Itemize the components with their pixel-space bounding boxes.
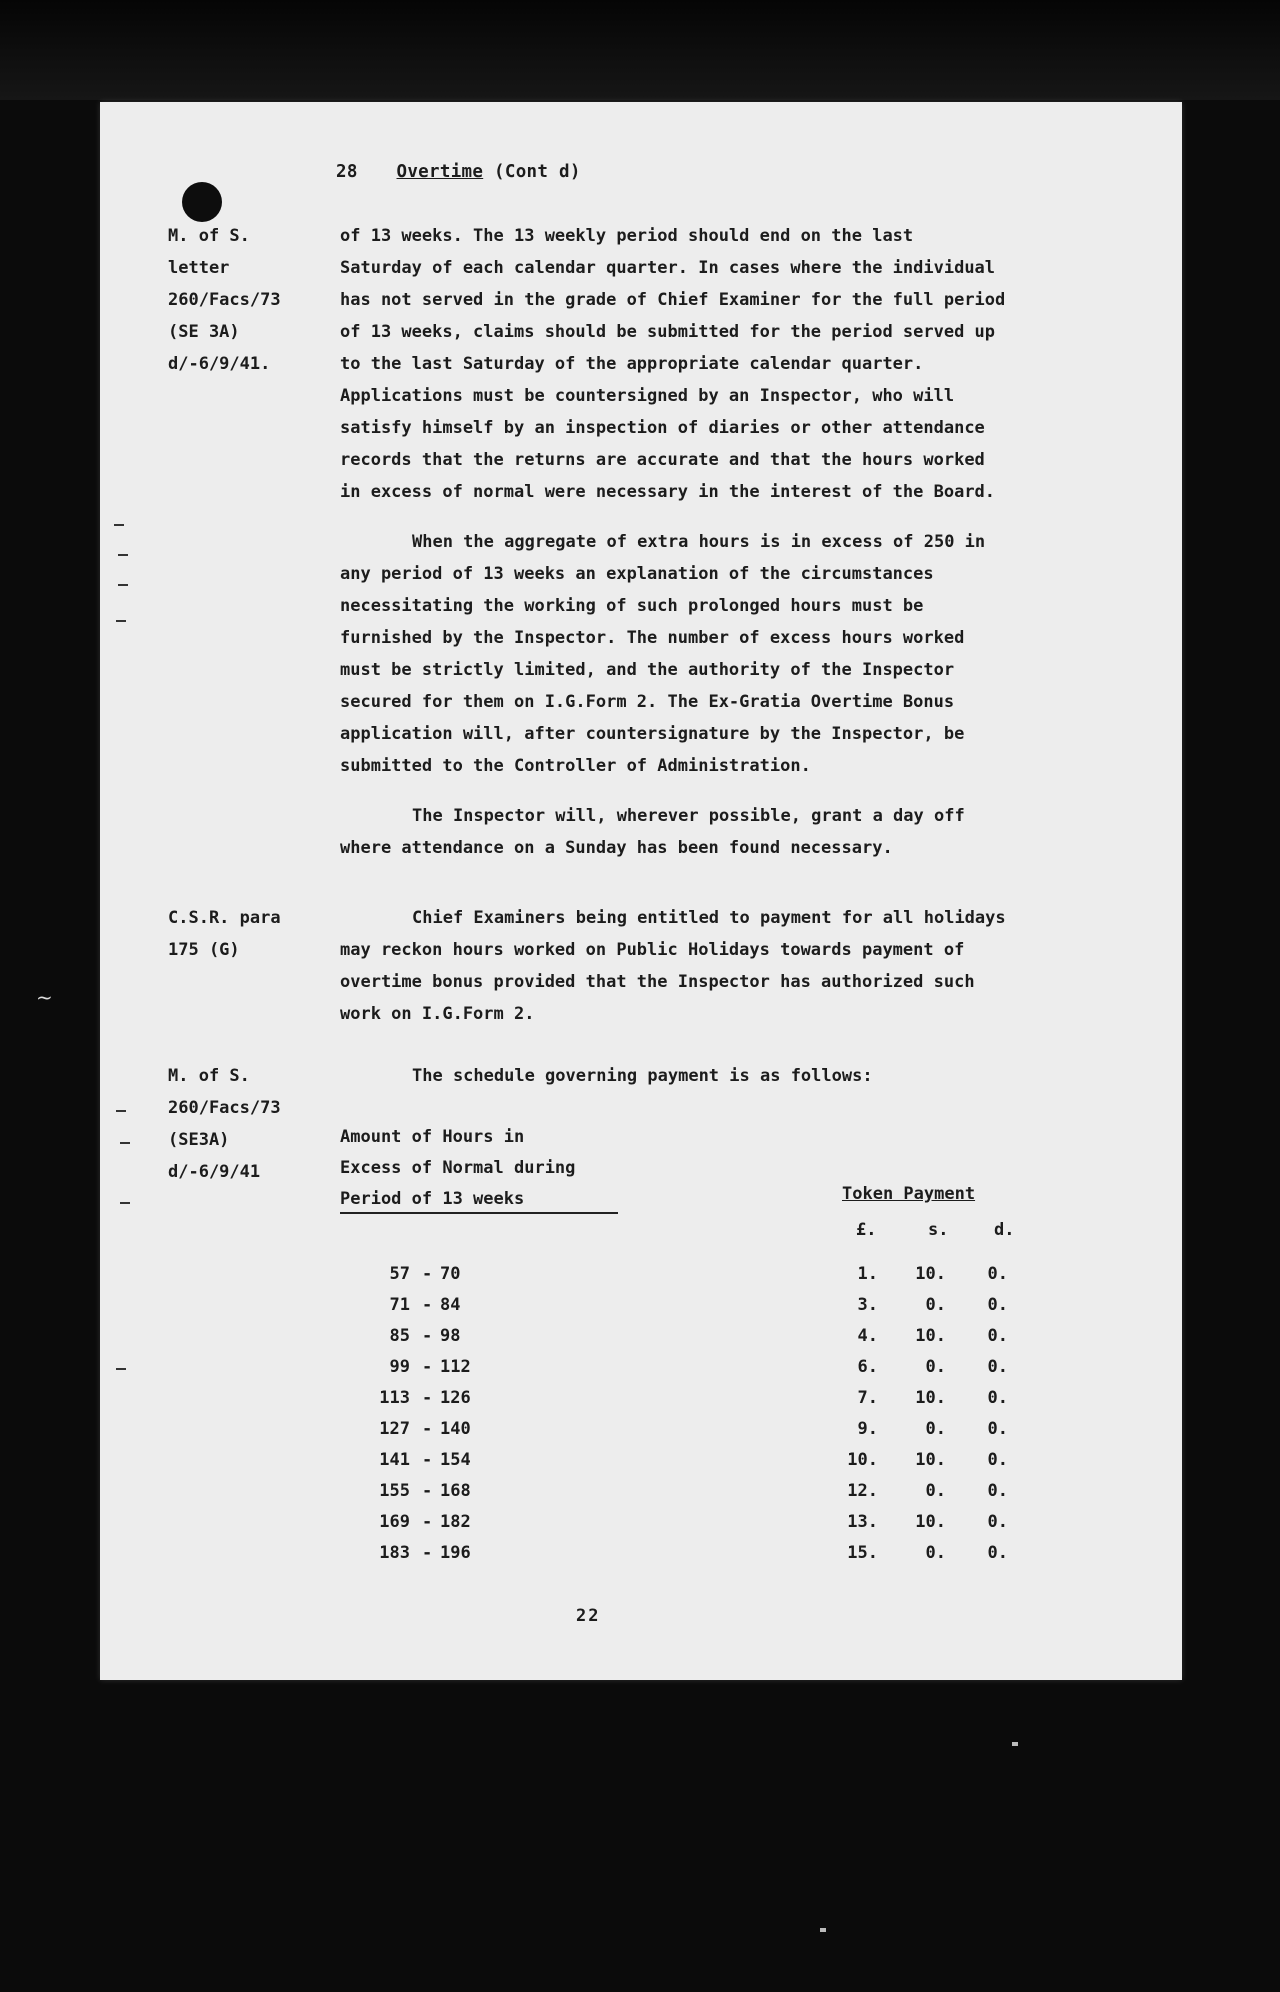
text-line: secured for them on I.G.Form 2. The Ex-Gratia Overtime Bonus bbox=[340, 692, 955, 712]
document-page bbox=[100, 102, 1182, 1680]
text-line: Applications must be countersigned by an Inspector, who will bbox=[340, 386, 955, 406]
schedule-row-payment bbox=[830, 1326, 1030, 1357]
hours-from: 183 bbox=[379, 1543, 410, 1563]
pounds-value: 9. bbox=[857, 1419, 878, 1439]
shillings-value: 0. bbox=[925, 1419, 946, 1439]
pence-value: 0. bbox=[987, 1481, 1008, 1501]
text-line: in excess of normal were necessary in the interest of the Board. bbox=[340, 482, 996, 502]
margin-line: C.S.R. para bbox=[168, 908, 281, 928]
range-dash: - bbox=[422, 1357, 433, 1377]
hours-to: 140 bbox=[440, 1419, 471, 1439]
pence-value: 0. bbox=[987, 1295, 1008, 1315]
margin-note-2 bbox=[168, 902, 281, 966]
text-line: Chief Examiners being entitled to payment for all holidays bbox=[412, 908, 1006, 928]
hours-to: 168 bbox=[440, 1481, 471, 1501]
shillings-value: 10. bbox=[915, 1264, 946, 1284]
margin-line: 175 (G) bbox=[168, 940, 240, 960]
text-line: of 13 weeks, claims should be submitted for the period served up bbox=[340, 322, 996, 342]
scan-speck bbox=[1012, 1742, 1018, 1746]
hours-to: 126 bbox=[440, 1388, 471, 1408]
pounds-value: 10. bbox=[847, 1450, 878, 1470]
schedule-row-payment bbox=[830, 1388, 1030, 1419]
hours-from: 113 bbox=[379, 1388, 410, 1408]
margin-line: d/-6/9/41 bbox=[168, 1162, 261, 1182]
shillings-value: 10. bbox=[915, 1388, 946, 1408]
schedule-row-payment bbox=[830, 1512, 1030, 1543]
text-line: The schedule governing payment is as follows: bbox=[412, 1066, 873, 1086]
text-line: any period of 13 weeks an explanation of the circumstances bbox=[340, 564, 934, 584]
margin-tick bbox=[116, 1368, 126, 1370]
text-line: to the last Saturday of the appropriate calendar quarter. bbox=[340, 354, 924, 374]
hours-from: 71 bbox=[389, 1295, 410, 1315]
range-dash: - bbox=[422, 1295, 433, 1315]
shillings-value: 10. bbox=[915, 1512, 946, 1532]
shillings-value: 0. bbox=[925, 1357, 946, 1377]
paragraph-1 bbox=[340, 220, 1140, 508]
header-line: Amount of Hours in bbox=[340, 1127, 525, 1147]
text-line: satisfy himself by an inspection of diaries or other attendance bbox=[340, 418, 985, 438]
text-line: submitted to the Controller of Administration. bbox=[340, 756, 811, 776]
margin-scribble: ~ bbox=[36, 985, 53, 1009]
text-line: must be strictly limited, and the authority of the Inspector bbox=[340, 660, 955, 680]
margin-tick bbox=[118, 584, 128, 586]
section-suffix: (Cont d) bbox=[494, 162, 581, 182]
shillings-value: 10. bbox=[915, 1326, 946, 1346]
text-line: has not served in the grade of Chief Examiner for the full period bbox=[340, 290, 1006, 310]
margin-tick bbox=[118, 554, 128, 556]
hours-from: 141 bbox=[379, 1450, 410, 1470]
hours-to: 70 bbox=[440, 1264, 461, 1284]
pence-header: d. bbox=[994, 1220, 1015, 1240]
text-line: When the aggregate of extra hours is in excess of 250 in bbox=[412, 532, 986, 552]
range-dash: - bbox=[422, 1450, 433, 1470]
hours-column-header bbox=[340, 1122, 575, 1215]
margin-line: 260/Facs/73 bbox=[168, 290, 281, 310]
pounds-value: 13. bbox=[847, 1512, 878, 1532]
pounds-value: 15. bbox=[847, 1543, 878, 1563]
paragraph-5 bbox=[340, 1060, 1140, 1092]
hours-to: 196 bbox=[440, 1543, 471, 1563]
range-dash: - bbox=[422, 1388, 433, 1408]
margin-tick bbox=[114, 524, 124, 526]
shillings-value: 10. bbox=[915, 1450, 946, 1470]
text-line: overtime bonus provided that the Inspector has authorized such bbox=[340, 972, 975, 992]
text-line: application will, after countersignature by the Inspector, be bbox=[340, 724, 965, 744]
header-line: Excess of Normal during bbox=[340, 1158, 576, 1178]
schedule-row-payment bbox=[830, 1419, 1030, 1450]
pence-value: 0. bbox=[987, 1326, 1008, 1346]
margin-line: (SE 3A) bbox=[168, 322, 240, 342]
margin-line: M. of S. bbox=[168, 226, 250, 246]
pence-value: 0. bbox=[987, 1264, 1008, 1284]
pence-value: 0. bbox=[987, 1512, 1008, 1532]
hours-from: 155 bbox=[379, 1481, 410, 1501]
hours-to: 112 bbox=[440, 1357, 471, 1377]
text-line: furnished by the Inspector. The number of excess hours worked bbox=[340, 628, 965, 648]
section-heading bbox=[336, 162, 581, 182]
hours-to: 182 bbox=[440, 1512, 471, 1532]
section-title: Overtime bbox=[396, 162, 484, 182]
range-dash: - bbox=[422, 1264, 433, 1284]
hours-from: 85 bbox=[389, 1326, 410, 1346]
range-dash: - bbox=[422, 1543, 433, 1563]
margin-line: letter bbox=[168, 258, 230, 278]
margin-tick bbox=[116, 1110, 126, 1112]
margin-tick bbox=[120, 1142, 130, 1144]
pounds-value: 7. bbox=[857, 1388, 878, 1408]
hours-from: 57 bbox=[389, 1264, 410, 1284]
margin-tick bbox=[116, 620, 126, 622]
schedule-row-payment bbox=[830, 1295, 1030, 1326]
section-number: 28 bbox=[336, 162, 358, 182]
hours-to: 84 bbox=[440, 1295, 461, 1315]
scan-speck bbox=[820, 1928, 826, 1932]
pounds-value: 4. bbox=[857, 1326, 878, 1346]
punch-hole bbox=[182, 182, 222, 222]
range-dash: - bbox=[422, 1419, 433, 1439]
hours-to: 154 bbox=[440, 1450, 471, 1470]
pence-value: 0. bbox=[987, 1357, 1008, 1377]
margin-line: (SE3A) bbox=[168, 1130, 230, 1150]
pence-value: 0. bbox=[987, 1419, 1008, 1439]
margin-line: M. of S. bbox=[168, 1066, 250, 1086]
text-line: Saturday of each calendar quarter. In cases where the individual bbox=[340, 258, 996, 278]
text-line: where attendance on a Sunday has been found necessary. bbox=[340, 838, 893, 858]
margin-tick bbox=[120, 1202, 130, 1204]
schedule-row-payment bbox=[830, 1481, 1030, 1512]
pounds-value: 6. bbox=[857, 1357, 878, 1377]
pounds-header: £. bbox=[856, 1220, 877, 1240]
paragraph-4 bbox=[340, 902, 1140, 1030]
range-dash: - bbox=[422, 1326, 433, 1346]
scan-top-edge bbox=[0, 0, 1280, 100]
hours-from: 127 bbox=[379, 1419, 410, 1439]
hours-to: 98 bbox=[440, 1326, 461, 1346]
margin-line: 260/Facs/73 bbox=[168, 1098, 281, 1118]
shillings-value: 0. bbox=[925, 1543, 946, 1563]
pounds-value: 1. bbox=[857, 1264, 878, 1284]
margin-note-3 bbox=[168, 1060, 281, 1188]
shillings-value: 0. bbox=[925, 1295, 946, 1315]
text-line: The Inspector will, wherever possible, grant a day off bbox=[412, 806, 965, 826]
header-underline bbox=[340, 1212, 618, 1214]
shillings-header: s. bbox=[928, 1220, 949, 1240]
text-line: records that the returns are accurate and that the hours worked bbox=[340, 450, 985, 470]
pounds-value: 3. bbox=[857, 1295, 878, 1315]
paragraph-2 bbox=[340, 526, 1140, 782]
hours-from: 99 bbox=[389, 1357, 410, 1377]
text-line: of 13 weeks. The 13 weekly period should end on the last bbox=[340, 226, 914, 246]
token-payment-header: Token Payment bbox=[842, 1184, 976, 1204]
text-line: may reckon hours worked on Public Holidays towards payment of bbox=[340, 940, 965, 960]
pence-value: 0. bbox=[987, 1543, 1008, 1563]
pence-value: 0. bbox=[987, 1388, 1008, 1408]
margin-line: d/-6/9/41. bbox=[168, 354, 271, 374]
pounds-value: 12. bbox=[847, 1481, 878, 1501]
paragraph-3 bbox=[340, 800, 1140, 864]
hours-from: 169 bbox=[379, 1512, 410, 1532]
schedule-row-payment bbox=[830, 1543, 1030, 1574]
schedule-row-payment bbox=[830, 1450, 1030, 1481]
text-line: necessitating the working of such prolonged hours must be bbox=[340, 596, 924, 616]
header-line: Period of 13 weeks bbox=[340, 1189, 525, 1209]
margin-note-1 bbox=[168, 220, 281, 380]
schedule-row-payment bbox=[830, 1264, 1030, 1295]
range-dash: - bbox=[422, 1481, 433, 1501]
range-dash: - bbox=[422, 1512, 433, 1532]
page-number: 22 bbox=[576, 1606, 601, 1626]
shillings-value: 0. bbox=[925, 1481, 946, 1501]
pence-value: 0. bbox=[987, 1450, 1008, 1470]
text-line: work on I.G.Form 2. bbox=[340, 1004, 535, 1024]
schedule-row-payment bbox=[830, 1357, 1030, 1388]
